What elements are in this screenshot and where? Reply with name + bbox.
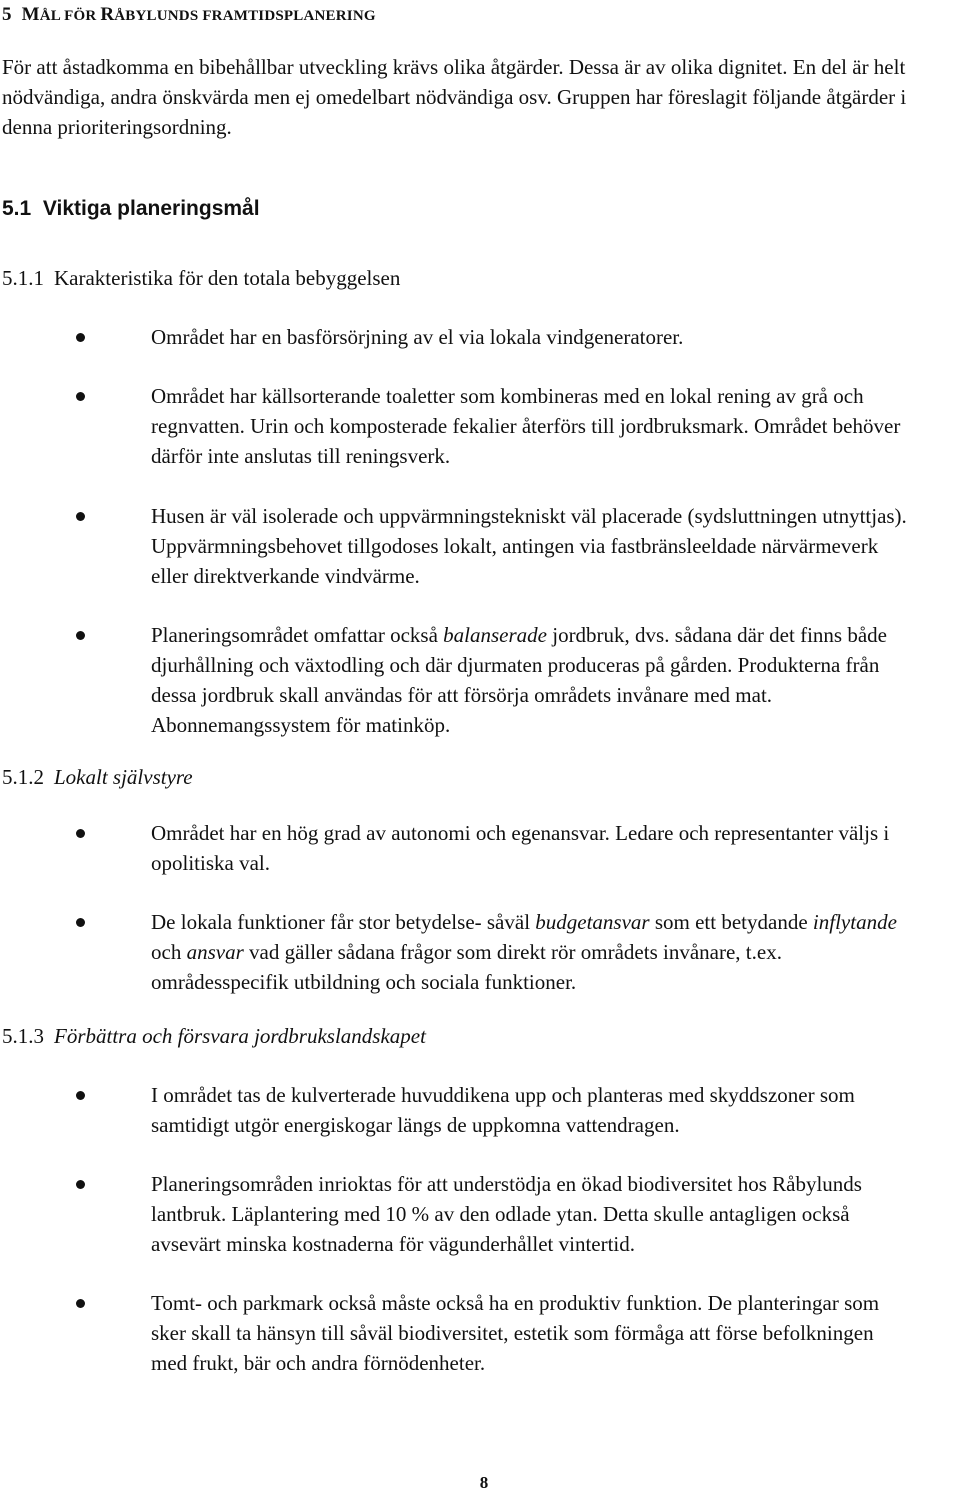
list-item (0, 1169, 909, 1259)
list-item-emphasis: budgetansvar (535, 910, 650, 934)
list-item-text-start: Planeringsområdet omfattar också (151, 623, 444, 647)
bullet-icon (76, 631, 85, 640)
list-item (0, 381, 909, 471)
intro-paragraph: För att åstadkomma en bibehållbar utveckling krävs olika åtgärder. Dessa är av olika dignitet. En del är helt nödvändiga, andra önskvärda men ej omedelbart nödvändiga osv. Gruppen har föreslagit följande åtgärder i denna prioriteringsordning. (2, 55, 907, 139)
bullet-icon (76, 392, 85, 401)
chapter-number: 5 (2, 4, 12, 25)
list-item-text: I området tas de kulverterade huvuddikena upp och planteras med skyddszoner som samtidigt utgör energiskogar längs de uppkomna vattendragen. (151, 1083, 855, 1137)
list-item (0, 1288, 909, 1378)
bullet-icon (76, 512, 85, 521)
subsection-number: 5.1.1 (2, 266, 44, 290)
chapter-title-part: ÅL FÖR (39, 8, 101, 24)
bullet-icon (76, 333, 85, 342)
subsection-heading-1 (2, 266, 400, 291)
chapter-heading (2, 4, 376, 26)
list-item-text-end: jordbruk, dvs. sådana där det finns både djurhållning och växtodling och där djurmaten produceras på gården. Produkterna från dessa jordbruk skall användas för att försörja områdets invånare med mat. Abonnemangssystem för matinköp. (151, 623, 887, 737)
list-item (0, 322, 909, 352)
bullet-list-2 (0, 818, 960, 997)
section-heading (2, 197, 260, 221)
bullet-icon (76, 1299, 85, 1308)
list-item-emphasis: inflytande (812, 910, 897, 934)
bullet-icon (76, 1180, 85, 1189)
subsection-number: 5.1.2 (2, 765, 44, 789)
subsection-heading-3 (2, 1024, 426, 1049)
list-item-text-part: De lokala funktioner får stor betydelse- såväl (151, 910, 536, 934)
page-number: 8 (479, 1473, 489, 1492)
list-item-text: Tomt- och parkmark också måste också ha en produktiv funktion. De planteringar som sker skall ta hänsyn till såväl biodiversitet, estetik som förmåga att förse befolkningen med frukt, bär och andra förnödenheter. (151, 1291, 880, 1375)
bullet-icon (76, 918, 85, 927)
list-item-text-part: och (151, 940, 187, 964)
subsection-number: 5.1.3 (2, 1024, 44, 1048)
list-item-text: Området har källsorterande toaletter som kombineras med en lokal rening av grå och regnvatten. Urin och komposterade fekalier återförs till jordbruksmark. Området behöver därför inte anslutas till reningsverk. (151, 384, 901, 468)
list-item-text: Området har en hög grad av autonomi och egenansvar. Ledare och representanter väljs i opolitiska val. (151, 821, 890, 875)
list-item (0, 818, 909, 878)
list-item (0, 620, 909, 740)
subsection-title: Lokalt självstyre (54, 765, 193, 789)
list-item-text: Området har en basförsörjning av el via lokala vindgeneratorer. (151, 325, 684, 349)
list-item (0, 501, 909, 591)
list-item (0, 907, 909, 997)
list-item-emphasis: ansvar (186, 940, 244, 964)
bullet-icon (76, 829, 85, 838)
chapter-title-initial: M (21, 4, 40, 25)
section-number: 5.1 (2, 197, 32, 220)
list-item-text-part: vad gäller sådana frågor som direkt rör områdets invånare, t.ex. områdesspecifik utbildning och sociala funktioner. (151, 940, 782, 994)
chapter-title-part-2: ÅBYLUNDS FRAMTIDSPLANERING (114, 8, 376, 24)
subsection-heading-2 (2, 765, 193, 790)
bullet-list-3 (0, 1080, 960, 1378)
chapter-title-initial-r: R (100, 4, 115, 25)
list-item-text: Husen är väl isolerade och uppvärmningstekniskt väl placerade (sydsluttningen utnyttjas). Uppvärmningsbehovet tillgodoses lokalt, antingen via fastbränsleeldade närvärmeverk eller direktverkande vindvärme. (151, 504, 907, 588)
subsection-title: Karakteristika för den totala bebyggelsen (54, 266, 401, 290)
bullet-icon (76, 1091, 85, 1100)
bullet-list-1 (0, 322, 960, 740)
list-item-text: Planeringsområden inrioktas för att understödja en ökad biodiversitet hos Råbylunds lantbruk. Läplantering med 10 % av den odlade ytan. Detta skulle antagligen också avsevärt minska kostnaderna för vägunderhållet vintertid. (151, 1172, 862, 1256)
list-item (0, 1080, 909, 1140)
list-item-text-part: som ett betydande (649, 910, 813, 934)
subsection-title: Förbättra och försvara jordbrukslandskapet (54, 1024, 426, 1048)
list-item-emphasis: balanserade (443, 623, 547, 647)
section-title: Viktiga planeringsmål (42, 197, 260, 220)
